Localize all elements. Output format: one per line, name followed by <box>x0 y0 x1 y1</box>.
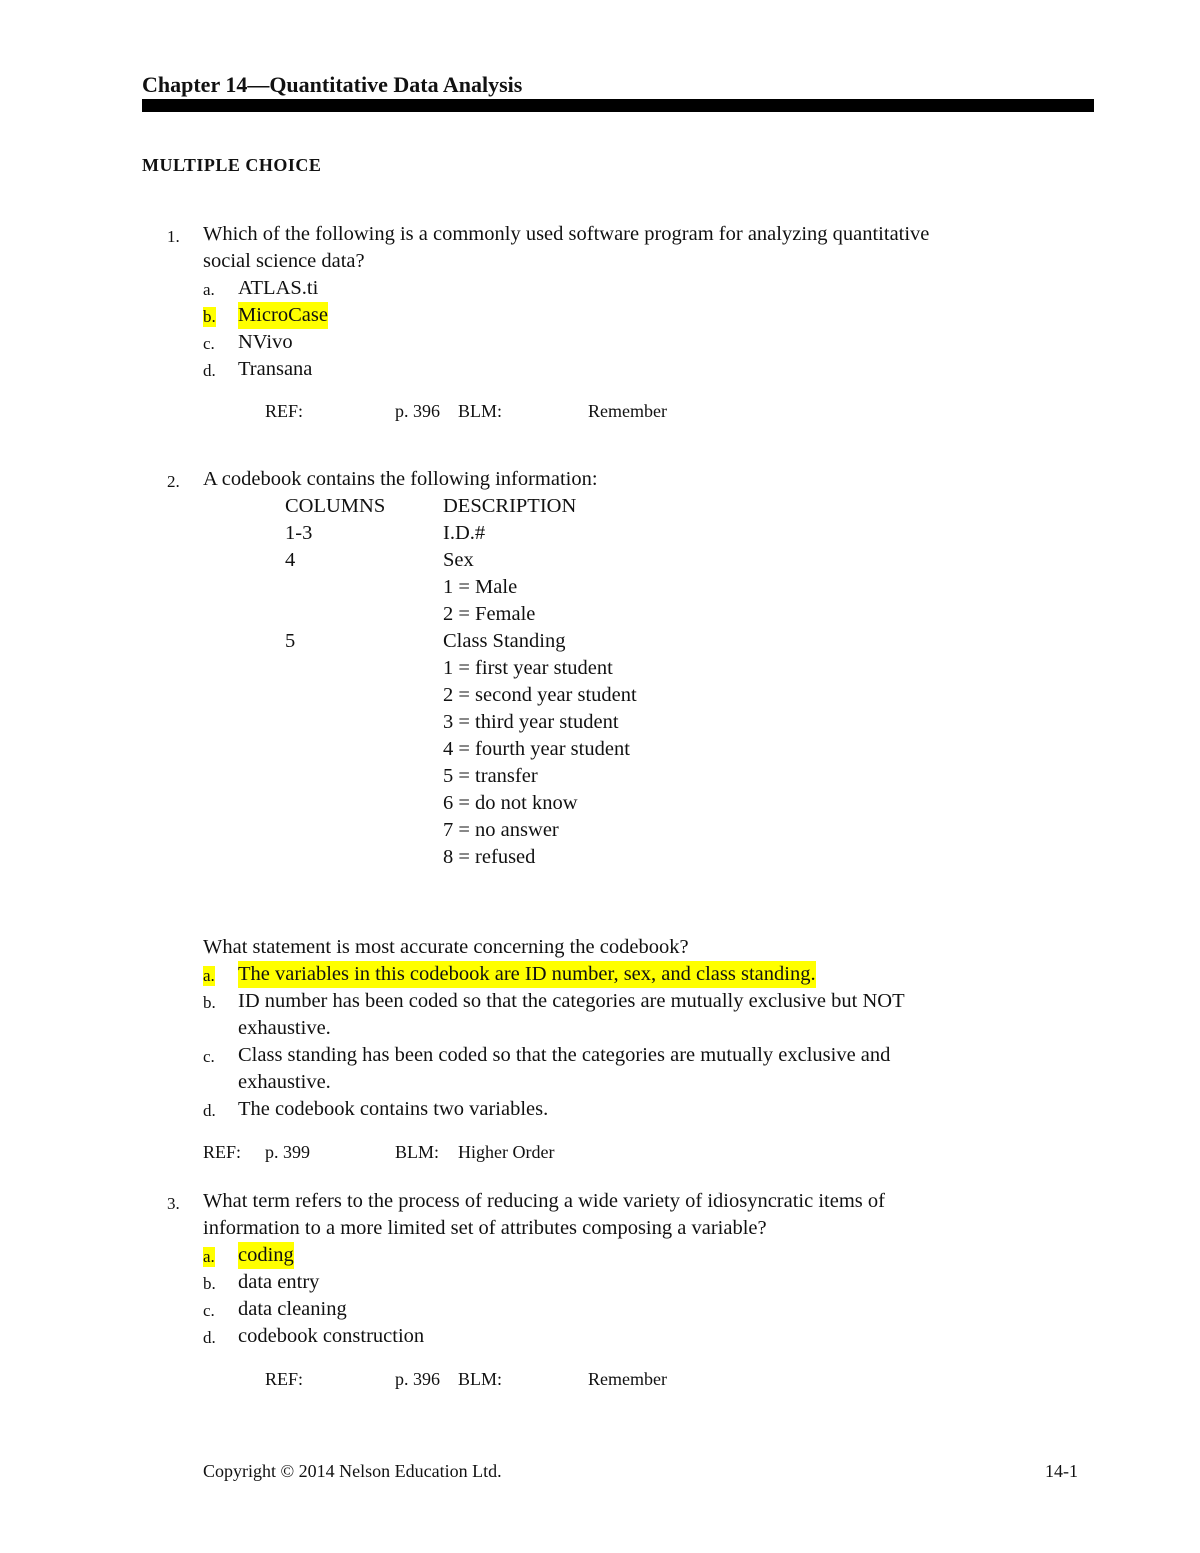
option-text: NVivo <box>238 331 293 353</box>
option-text: ATLAS.ti <box>238 277 319 299</box>
question-number: 2. <box>167 472 180 491</box>
ref-label: REF: <box>203 1142 242 1162</box>
question-number: 1. <box>167 227 180 246</box>
question-stem-line: Which of the following is a commonly used software program for analyzing quantitative <box>203 223 930 245</box>
option-text: Class standing has been coded so that the categories are mutually exclusive and <box>238 1044 891 1066</box>
option-text: data cleaning <box>238 1298 347 1320</box>
question-stem-line: information to a more limited set of attributes composing a variable? <box>203 1217 767 1239</box>
question-stem-line: social science data? <box>203 250 365 272</box>
option-label: a. <box>203 280 215 299</box>
question-prompt: What statement is most accurate concerning the codebook? <box>203 936 689 958</box>
codebook-desc: 8 = refused <box>443 846 536 868</box>
section-title: MULTIPLE CHOICE <box>142 155 322 175</box>
correct-option-text: The variables in this codebook are ID number, sex, and class standing. <box>238 961 816 988</box>
correct-option-text: coding <box>238 1242 294 1269</box>
option-label: c. <box>203 1301 215 1320</box>
codebook-col: 5 <box>285 630 296 652</box>
option-label: c. <box>203 334 215 353</box>
codebook-desc: Class Standing <box>443 630 566 652</box>
codebook-desc: I.D.# <box>443 522 486 544</box>
title-rule <box>142 99 1094 112</box>
codebook-col-header: COLUMNS <box>285 495 386 517</box>
correct-option-label: a. <box>203 966 215 985</box>
option-label: d. <box>203 1328 216 1347</box>
chapter-title: Chapter 14—Quantitative Data Analysis <box>142 72 523 97</box>
ref-page: p. 396 <box>395 1369 440 1389</box>
codebook-desc: 5 = transfer <box>443 765 538 787</box>
option-label: d. <box>203 1101 216 1120</box>
codebook-desc: 3 = third year student <box>443 711 619 733</box>
codebook-desc: 2 = Female <box>443 603 536 625</box>
option-text: Transana <box>238 358 313 380</box>
codebook-desc-header: DESCRIPTION <box>443 495 577 517</box>
question-number: 3. <box>167 1194 180 1213</box>
codebook-col: 1-3 <box>285 522 313 544</box>
codebook-desc: 7 = no answer <box>443 819 559 841</box>
codebook-desc: 4 = fourth year student <box>443 738 630 760</box>
option-label: d. <box>203 361 216 380</box>
blm-value: Higher Order <box>458 1142 555 1162</box>
codebook-desc: Sex <box>443 549 474 571</box>
option-label: b. <box>203 1274 216 1293</box>
copyright-notice: Copyright © 2014 Nelson Education Ltd. <box>203 1461 502 1481</box>
blm-value: Remember <box>588 1369 667 1389</box>
page-number: 14-1 <box>1045 1461 1078 1481</box>
codebook-desc: 1 = Male <box>443 576 518 598</box>
blm-label: BLM: <box>395 1142 440 1162</box>
correct-option-label: a. <box>203 1247 215 1266</box>
option-text: ID number has been coded so that the categories are mutually exclusive but NOT <box>238 990 905 1012</box>
option-text: codebook construction <box>238 1325 425 1347</box>
blm-value: Remember <box>588 401 667 421</box>
blm-label: BLM: <box>458 1369 503 1389</box>
ref-page: p. 396 <box>395 401 440 421</box>
option-text: exhaustive. <box>238 1017 331 1039</box>
ref-label: REF: <box>265 1369 304 1389</box>
codebook-desc: 1 = first year student <box>443 657 613 679</box>
option-label: b. <box>203 993 216 1012</box>
question-stem-line: A codebook contains the following information: <box>203 468 598 490</box>
correct-option-text: MicroCase <box>238 302 328 329</box>
codebook-desc: 6 = do not know <box>443 792 578 814</box>
ref-page: p. 399 <box>265 1142 310 1162</box>
option-text: data entry <box>238 1271 320 1293</box>
correct-option-label: b. <box>203 307 216 326</box>
blm-label: BLM: <box>458 401 503 421</box>
option-label: c. <box>203 1047 215 1066</box>
question-stem-line: What term refers to the process of reducing a wide variety of idiosyncratic items of <box>203 1190 885 1212</box>
option-text: exhaustive. <box>238 1071 331 1093</box>
codebook-col: 4 <box>285 549 296 571</box>
option-text: The codebook contains two variables. <box>238 1098 549 1120</box>
codebook-desc: 2 = second year student <box>443 684 637 706</box>
ref-label: REF: <box>265 401 304 421</box>
